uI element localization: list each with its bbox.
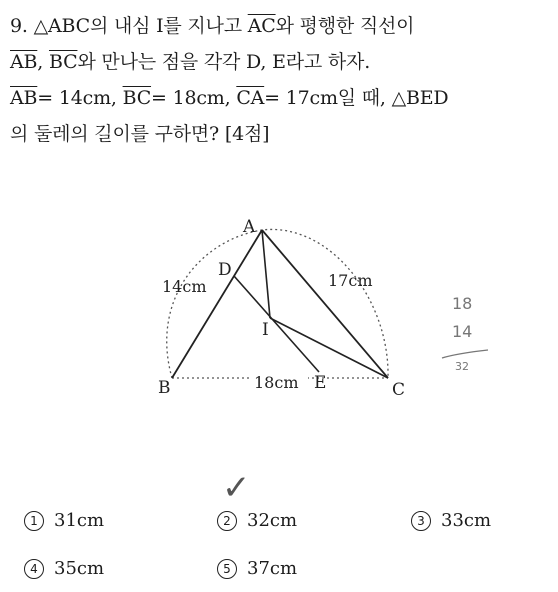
label-e: E [314, 373, 327, 393]
label-ca-length: 17cm [328, 271, 373, 290]
choice-text: 32cm [247, 510, 298, 531]
label-a: A [243, 217, 256, 237]
choice-1[interactable] [24, 510, 104, 531]
question-line-3c: = 17cm일 때, △BED [264, 87, 449, 109]
choice-number: 1 [24, 511, 44, 531]
question-line-3a: = 14cm, [37, 87, 123, 109]
question-line-2b: 와 만나는 점을 각각 D, E라고 하자. [77, 51, 371, 73]
segment-bc: $\overline{BC}$ [48, 51, 78, 73]
label-bc-length: 18cm [254, 373, 299, 392]
segment-bc-2: $\overline{BC}$ [122, 87, 152, 109]
label-i: I [262, 320, 269, 340]
segment-ac: $\overline{AC}$ [247, 15, 276, 37]
choice-number: 2 [217, 511, 237, 531]
label-c: C [392, 380, 406, 400]
question-line-1b: 와 평행한 직선이 [275, 15, 415, 37]
question-line-1a: 9. △ABC의 내심 I를 지나고 [10, 15, 248, 37]
question-line-4: 의 둘레의 길이를 구하면? [4점] [10, 123, 270, 145]
choice-text: 37cm [247, 558, 298, 579]
handwritten-18: 18 [452, 294, 473, 313]
question-line-2a: , [37, 51, 49, 73]
check-mark-icon: ✓ [222, 468, 251, 508]
label-b: B [158, 378, 171, 398]
segment-ab: $\overline{AB}$ [10, 51, 38, 73]
choice-3[interactable] [411, 510, 491, 531]
choice-4[interactable] [24, 558, 104, 579]
choice-2[interactable] [217, 510, 297, 531]
question-line-3b: = 18cm, [151, 87, 237, 109]
choice-text: 33cm [441, 510, 492, 531]
segment-ca: $\overline{CA}$ [236, 87, 265, 109]
choice-text: 35cm [54, 558, 105, 579]
choice-number: 4 [24, 559, 44, 579]
choice-number: 5 [217, 559, 237, 579]
choice-number: 3 [411, 511, 431, 531]
handwritten-32: 32 [455, 360, 469, 373]
label-ab-length: 14cm [162, 277, 207, 296]
handwritten-14: 14 [452, 322, 473, 341]
choice-text: 31cm [54, 510, 105, 531]
label-d: D [218, 260, 232, 280]
segment-ab-2: $\overline{AB}$ [10, 87, 38, 109]
choice-5[interactable] [217, 558, 297, 579]
